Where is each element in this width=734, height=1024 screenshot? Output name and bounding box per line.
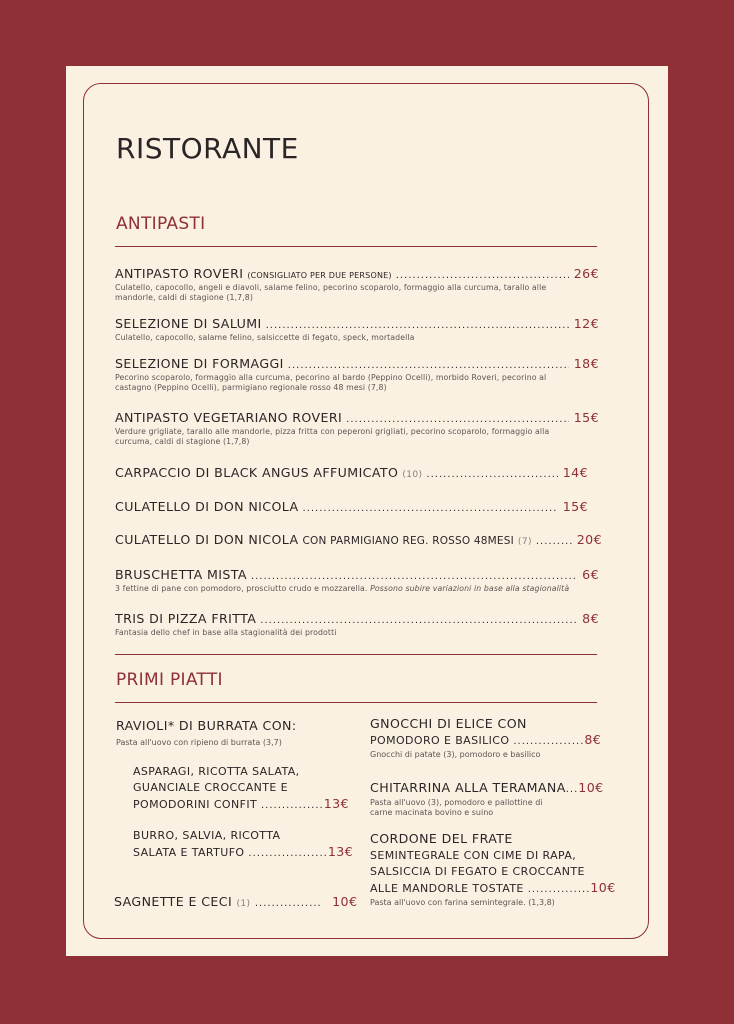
dot-leader xyxy=(346,414,569,425)
dot-leader xyxy=(536,536,572,547)
item-price: 20€ xyxy=(576,532,602,547)
dot-leader xyxy=(266,320,569,331)
item-description: Pasta all'uovo (3), pomodoro e pallottine di xyxy=(370,798,543,807)
cordone-item xyxy=(370,830,616,908)
item-note: (CONSIGLIATO PER DUE PERSONE) xyxy=(247,271,392,280)
item-allergen-codes: (7) xyxy=(517,537,532,547)
dot-leader: ................... xyxy=(248,848,328,859)
chitarrina-item xyxy=(370,779,604,818)
item-name-priced xyxy=(370,880,616,898)
item-name: CORDONE DEL FRATE xyxy=(370,831,513,846)
item-allergen-codes: (10) xyxy=(402,470,423,480)
item-note: CON PARMIGIANO REG. ROSSO 48MESI xyxy=(302,535,514,547)
item-price: 10€ xyxy=(332,894,358,909)
dot-leader xyxy=(396,270,569,281)
page-title: RISTORANTE xyxy=(116,132,299,165)
item-price: 10€ xyxy=(590,880,616,895)
item-price: 18€ xyxy=(573,356,599,371)
item-name-priced xyxy=(370,779,604,798)
item-allergen-codes: (1) xyxy=(236,899,251,909)
item-price: 15€ xyxy=(562,499,588,514)
item-name-priced xyxy=(370,732,601,750)
item-name: SAGNETTE E CECI xyxy=(114,894,233,909)
item-description: Pasta all'uovo con farina semintegrale. (1,3,8) xyxy=(370,898,555,907)
item-name-line: POMODORO E BASILICO xyxy=(370,734,510,747)
item-name: BRUSCHETTA MISTA xyxy=(115,567,247,582)
option-name: POMODORINI CONFIT xyxy=(133,798,258,811)
option-line-priced xyxy=(133,796,349,814)
item-name: TRIS DI PIZZA FRITTA xyxy=(115,611,257,626)
gnocchi-item xyxy=(370,715,601,760)
dot-leader: ... xyxy=(565,784,579,795)
menu-item xyxy=(115,316,599,343)
ravioli-option-2 xyxy=(133,828,353,862)
item-price: 6€ xyxy=(582,567,599,582)
item-description-note: Possono subire variazioni in base alla stagionalità xyxy=(370,584,570,593)
item-description: carne macinata bovino e suino xyxy=(370,808,494,817)
item-name-line: ALLE MANDORLE TOSTATE xyxy=(370,882,524,895)
menu-item xyxy=(115,410,599,447)
item-description: Gnocchi di patate (3), pomodoro e basilico xyxy=(370,750,541,759)
item-description: Verdure grigliate, tarallo alle mandorle, pizza fritta con peperoni grigliati, pecorino scoparolo, formaggio alla curcuma, caldi di stagione (1,7,8) xyxy=(115,427,550,446)
option-line: BURRO, SALVIA, RICOTTA xyxy=(133,829,281,842)
ravioli-name: RAVIOLI* DI BURRATA CON: xyxy=(116,718,297,733)
item-name: SELEZIONE DI FORMAGGI xyxy=(115,356,284,371)
menu-item xyxy=(115,532,602,547)
option-line: ASPARAGI, RICOTTA SALATA, xyxy=(133,765,300,778)
item-description: Fantasia dello chef in base alla stagionalità dei prodotti xyxy=(115,628,337,637)
item-price: 10€ xyxy=(578,780,604,795)
item-price: 14€ xyxy=(562,465,588,480)
section-divider xyxy=(115,246,597,247)
menu-item xyxy=(115,356,599,393)
ravioli-description: Pasta all'uovo con ripieno di burrata (3,7) xyxy=(116,738,282,747)
item-price: 15€ xyxy=(573,410,599,425)
option-price: 13€ xyxy=(327,844,354,859)
item-name: GNOCCHI DI ELICE CON xyxy=(370,716,527,731)
item-name: CULATELLO DI DON NICOLA xyxy=(115,532,299,547)
dot-leader: ............... xyxy=(527,884,591,895)
menu-item xyxy=(115,611,599,638)
item-description-text: 3 fettine di pane con pomodoro, prosciutto crudo e mozzarella. xyxy=(115,584,368,593)
menu-item xyxy=(115,266,599,303)
dot-leader: ............... xyxy=(261,800,324,811)
item-name: CHITARRINA ALLA TERAMANA xyxy=(370,780,566,795)
menu-item xyxy=(115,499,588,514)
dot-leader xyxy=(303,503,558,514)
item-name: SELEZIONE DI SALUMI xyxy=(115,316,262,331)
option-name: SALATA E TARTUFO xyxy=(133,846,245,859)
section-divider xyxy=(115,702,597,703)
section-divider xyxy=(115,654,597,655)
item-price: 26€ xyxy=(573,266,599,281)
item-name: ANTIPASTO VEGETARIANO ROVERI xyxy=(115,410,343,425)
dot-leader: ................ xyxy=(254,898,322,909)
item-description: Culatello, capocollo, angeli e diavoli, salame felino, pecorino scoparolo, formaggio alla curcuma, tarallo alle mandorle, caldi di stagione (1,7,8) xyxy=(115,283,547,302)
item-description: Culatello, capocollo, salame felino, salsiccette di fegato, speck, mortadella xyxy=(115,333,415,342)
menu-item xyxy=(115,465,588,480)
item-price: 8€ xyxy=(582,611,599,626)
option-line-priced xyxy=(133,844,353,862)
item-description: Pecorino scoparolo, formaggio alla curcuma, pecorino al bardo (Peppino Ocelli), morbido Roveri, pecorino al castagno (Peppino Ocelli), parmigiano regionale rosso 48 mesi (7,8) xyxy=(115,373,547,392)
item-price: 12€ xyxy=(573,316,599,331)
menu-item xyxy=(115,567,599,594)
section-heading-primi: PRIMI PIATTI xyxy=(116,670,223,690)
item-name-line: SEMINTEGRALE CON CIME DI RAPA, xyxy=(370,849,577,862)
item-name: CARPACCIO DI BLACK ANGUS AFFUMICATO xyxy=(115,465,399,480)
menu-sheet xyxy=(66,66,668,956)
dot-leader xyxy=(288,360,569,371)
dot-leader xyxy=(251,571,577,582)
dot-leader xyxy=(260,615,577,626)
option-line: GUANCIALE CROCCANTE E xyxy=(133,781,288,794)
dot-leader xyxy=(426,469,557,480)
item-description xyxy=(115,584,585,594)
item-name: CULATELLO DI DON NICOLA xyxy=(115,499,299,514)
ravioli-option-1 xyxy=(133,764,349,814)
dot-leader: ................. xyxy=(513,736,585,747)
option-price: 13€ xyxy=(323,796,349,811)
item-name-line: SALSICCIA DI FEGATO E CROCCANTE xyxy=(370,865,585,878)
sagnette-item xyxy=(114,894,357,909)
section-heading-antipasti: ANTIPASTI xyxy=(116,214,206,234)
item-name: ANTIPASTO ROVERI xyxy=(115,266,244,281)
item-price: 8€ xyxy=(584,732,602,747)
